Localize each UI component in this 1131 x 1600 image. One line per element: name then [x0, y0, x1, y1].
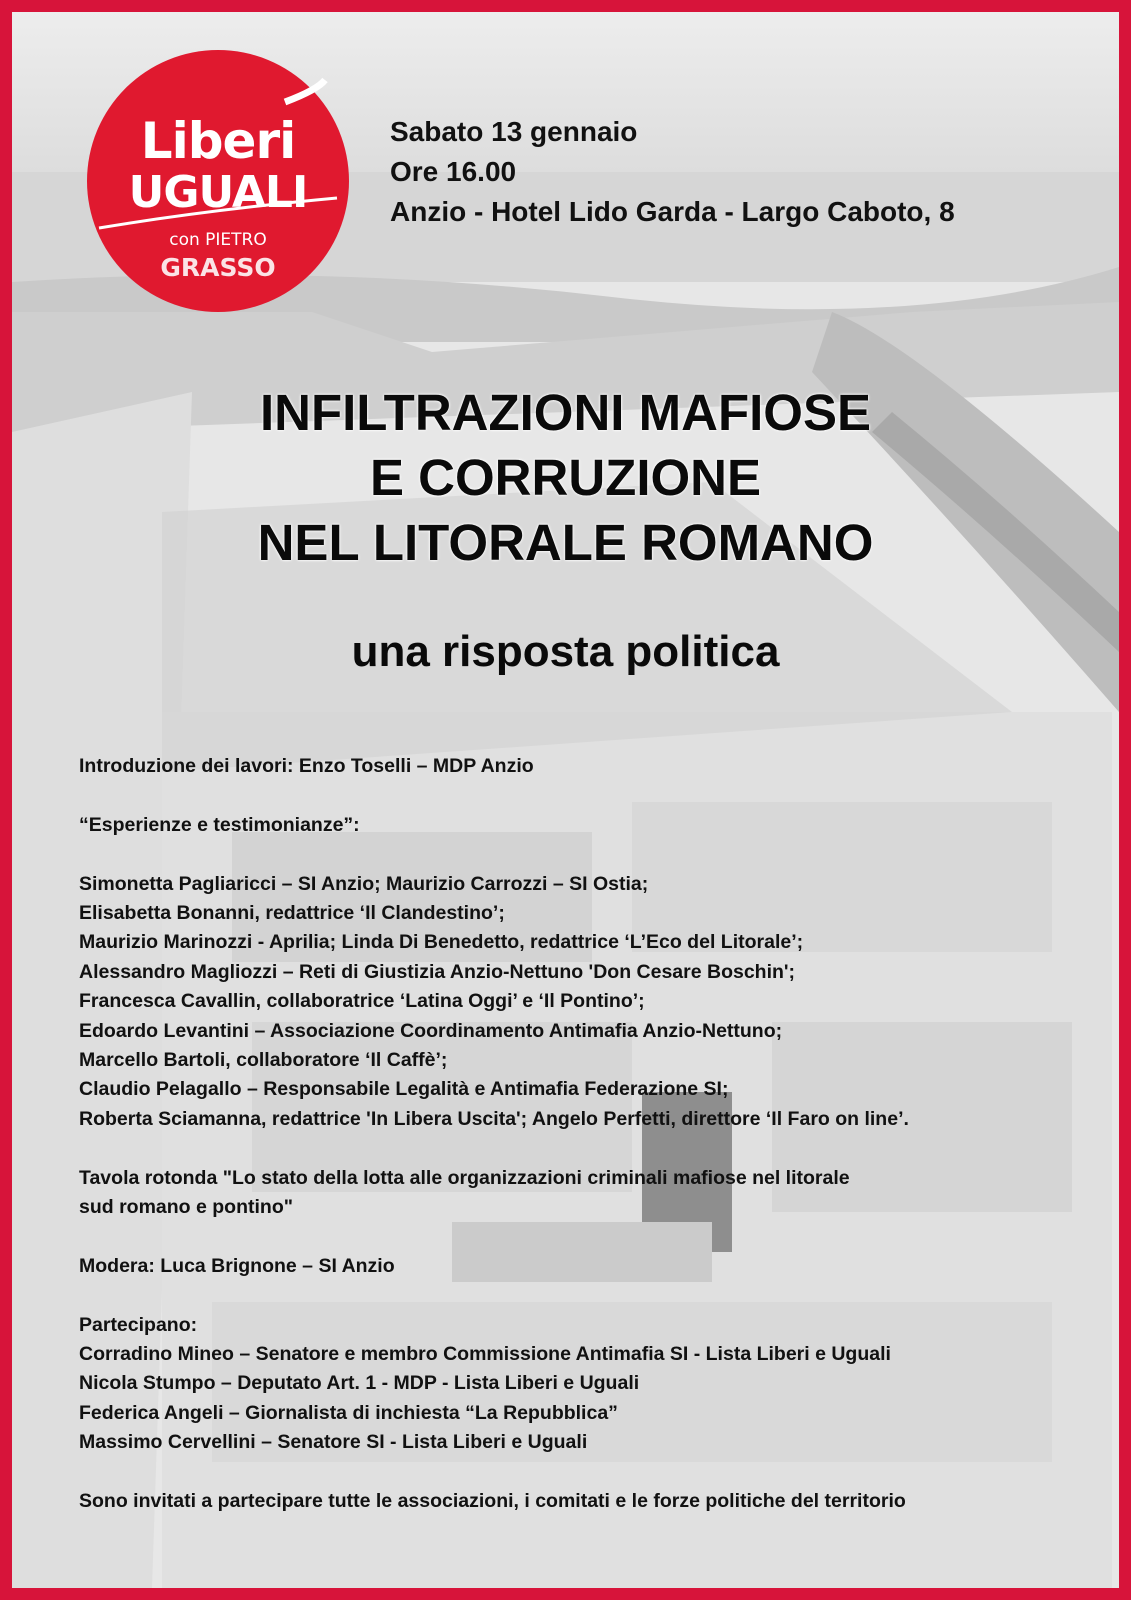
- experiences-heading: “Esperienze e testimonianze”:: [79, 813, 360, 836]
- liberi-uguali-logo: [87, 50, 349, 312]
- speaker-line: Edoardo Levantini – Associazione Coordinamento Antimafia Anzio-Nettuno;: [79, 1019, 783, 1042]
- participant-line: Nicola Stumpo – Deputato Art. 1 - MDP - Lista Liberi e Uguali: [79, 1372, 640, 1395]
- participants-heading: Partecipano:: [79, 1313, 198, 1336]
- participant-line: Federica Angeli – Giornalista di inchiesta “La Repubblica”: [79, 1401, 618, 1424]
- event-info: [390, 112, 955, 232]
- speaker-line: Marcello Bartoli, collaboratore ‘Il Caffè’;: [79, 1049, 448, 1072]
- logo-text-grasso: GRASSO: [160, 253, 276, 282]
- title-line: NEL LITORALE ROMANO: [257, 514, 874, 571]
- speaker-line: Roberta Sciamanna, redattrice 'In Libera Uscita'; Angelo Perfetti, direttore ‘Il Faro on line’.: [79, 1107, 909, 1130]
- participant-line: Massimo Cervellini – Senatore SI - Lista Liberi e Uguali: [79, 1431, 588, 1454]
- speaker-line: Francesca Cavallin, collaboratrice ‘Latina Oggi’ e ‘Il Pontino’;: [79, 990, 645, 1013]
- participant-line: Corradino Mineo – Senatore e membro Commissione Antimafia SI - Lista Liberi e Uguali: [79, 1343, 891, 1366]
- intro: Introduzione dei lavori: Enzo Toselli – MDP Anzio: [79, 755, 534, 777]
- main-title: [92, 380, 1039, 575]
- title-line: E CORRUZIONE: [369, 449, 762, 506]
- round-table: Tavola rotonda "Lo stato della lotta alle organizzazioni criminali mafiose nel litorale: [79, 1166, 850, 1189]
- speaker-line: Alessandro Magliozzi – Reti di Giustizia Anzio-Nettuno 'Don Cesare Boschin';: [79, 960, 796, 983]
- moderator: Modera: Luca Brignone – SI Anzio: [79, 1254, 395, 1277]
- title-line: INFILTRAZIONI MAFIOSE: [259, 384, 871, 441]
- closing-note: Sono invitati a partecipare tutte le associazioni, i comitati e le forze politiche del territorio: [79, 1490, 906, 1513]
- program: [79, 752, 1109, 1516]
- logo-text-con: con PIETRO: [169, 230, 267, 250]
- event-time: Ore 16.00: [390, 156, 517, 187]
- subtitle: una risposta politica: [351, 627, 780, 676]
- speaker-line: Simonetta Pagliaricci – SI Anzio; Maurizio Carrozzi – SI Ostia;: [79, 872, 649, 895]
- event-date: Sabato 13 gennaio: [390, 116, 638, 147]
- speaker-line: Elisabetta Bonanni, redattrice ‘Il Clandestino’;: [79, 902, 505, 924]
- round-table: sud romano e pontino": [79, 1196, 293, 1219]
- event-venue: Anzio - Hotel Lido Garda - Largo Caboto, 8: [390, 196, 955, 227]
- speaker-line: Maurizio Marinozzi - Aprilia; Linda Di Benedetto, redattrice ‘L’Eco del Litorale’;: [79, 931, 804, 954]
- speaker-line: Claudio Pelagallo – Responsabile Legalità e Antimafia Federazione SI;: [79, 1078, 729, 1101]
- logo-text-uguali: UGUALI: [128, 167, 308, 218]
- logo-text-liberi: Liberi: [140, 112, 296, 170]
